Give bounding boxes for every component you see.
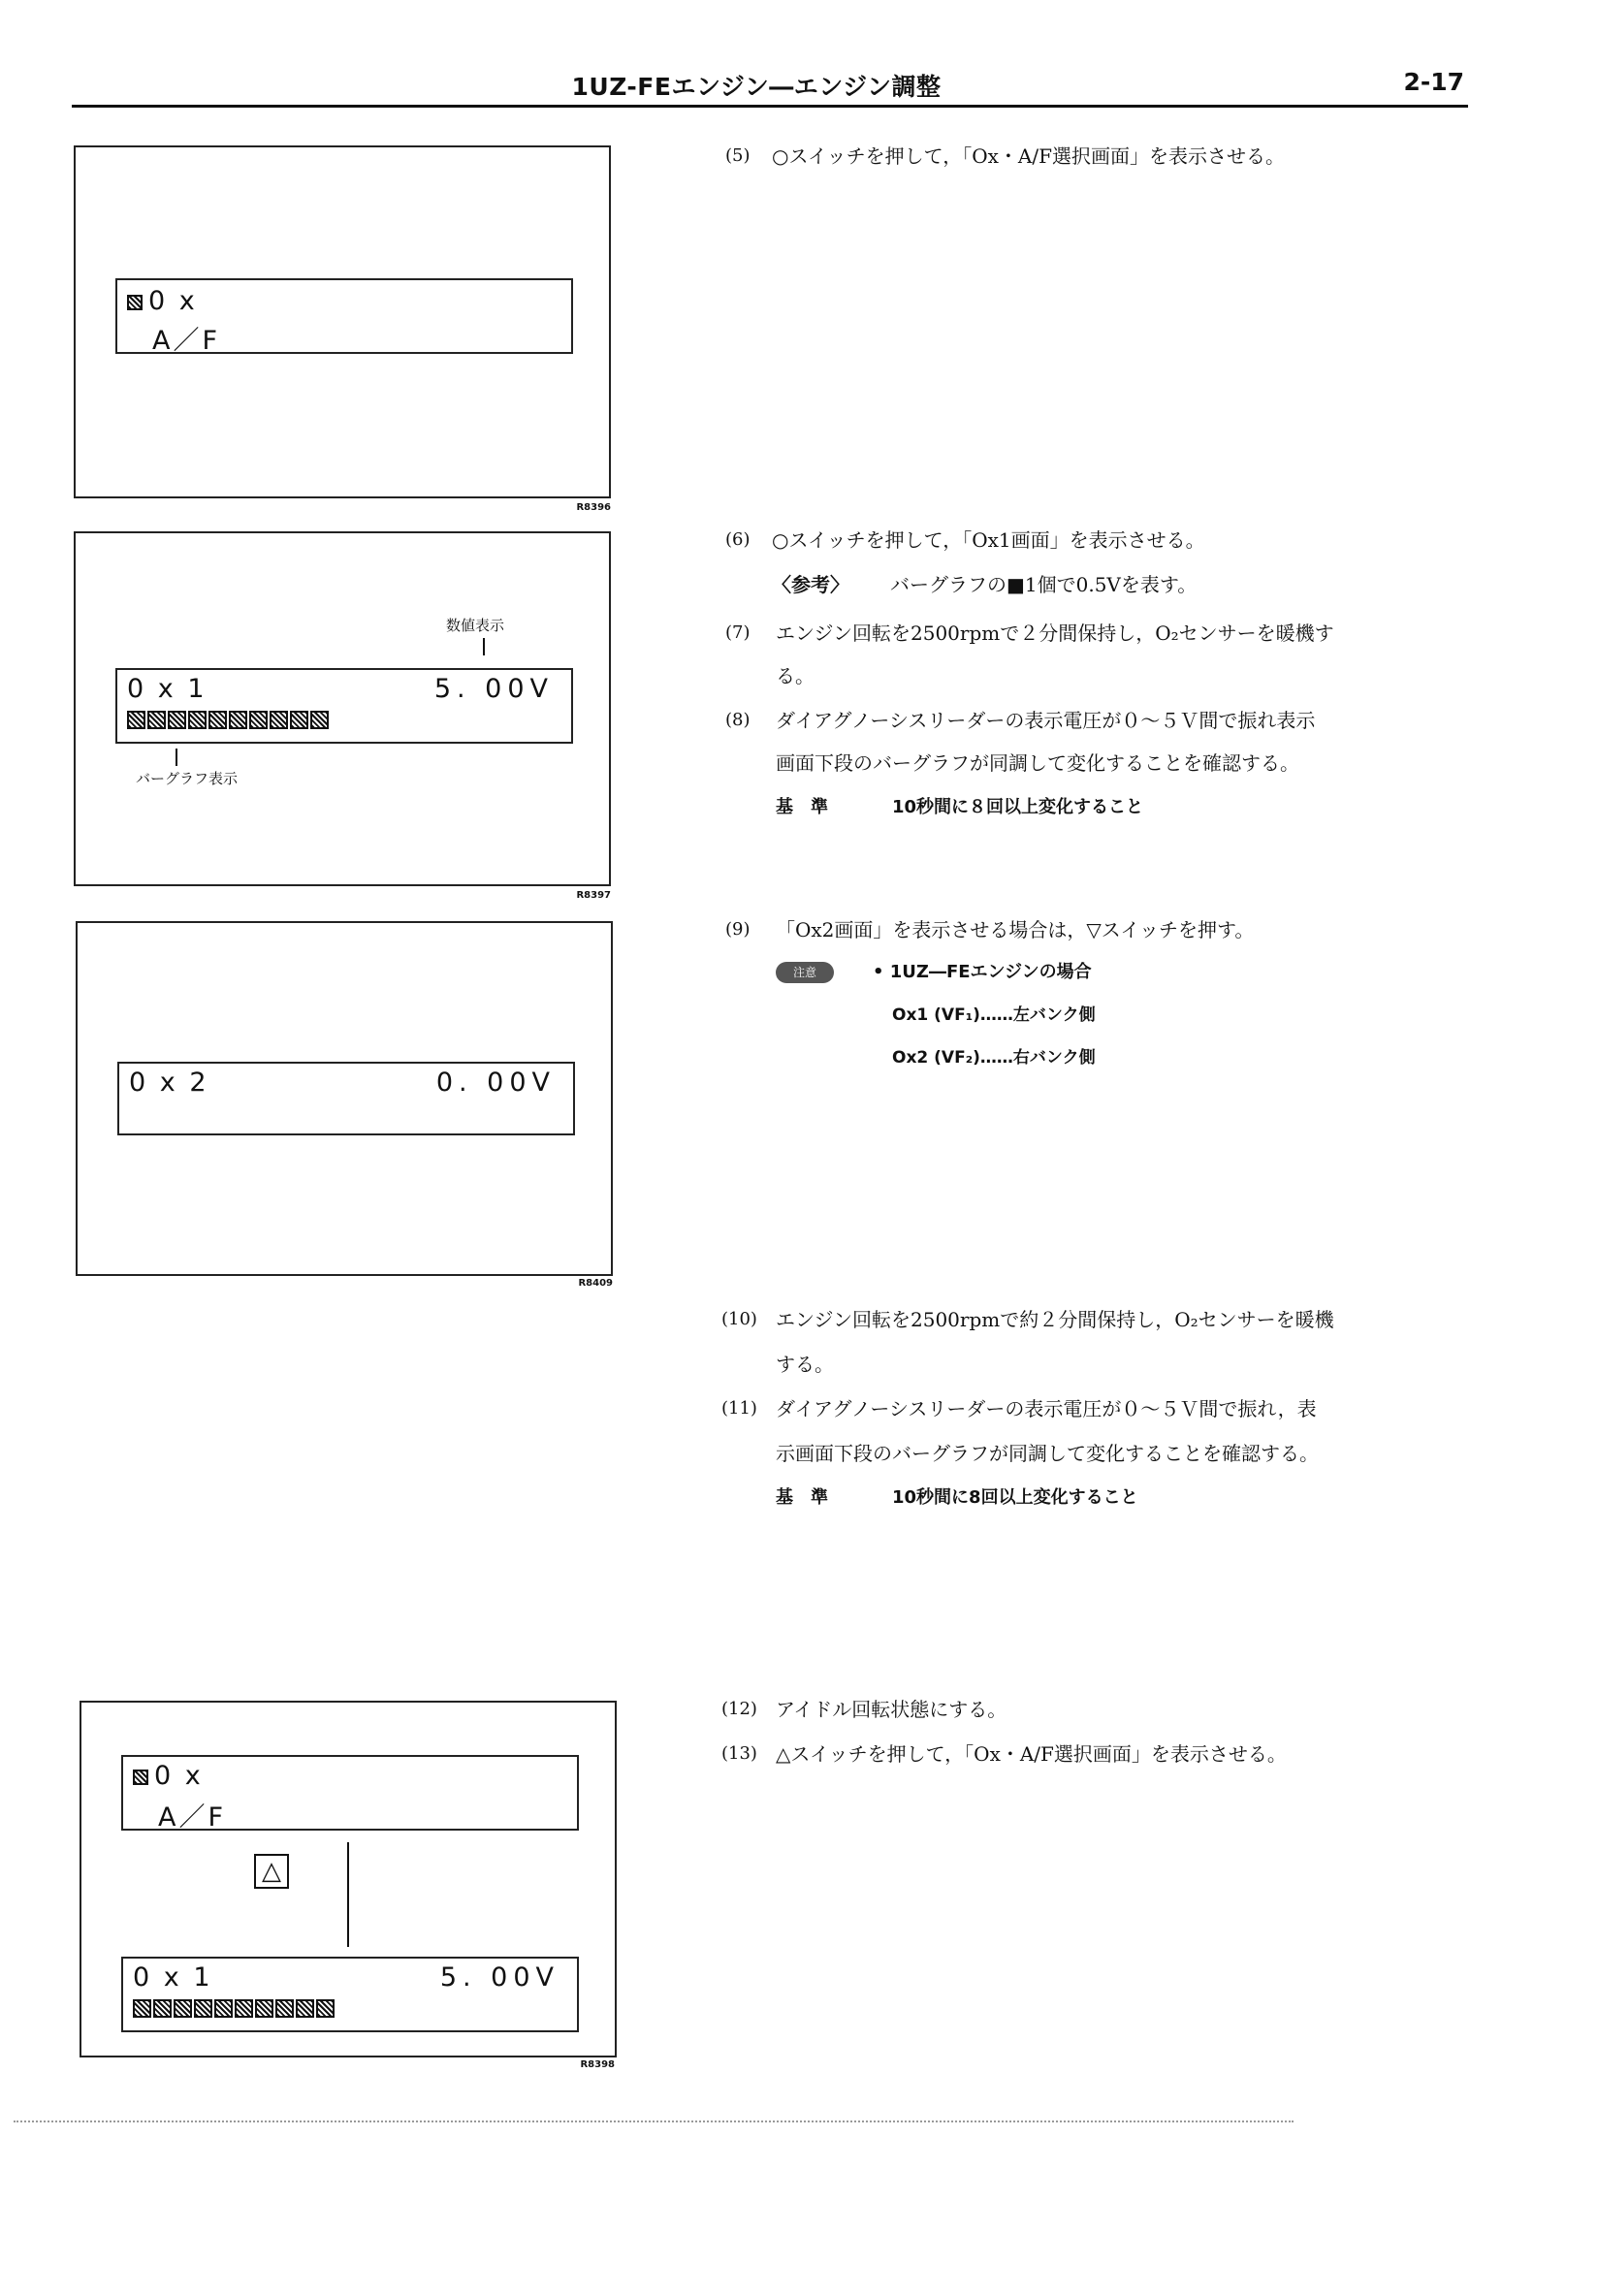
note-line-1: • 1UZ―FEエンジンの場合	[873, 962, 1092, 982]
scan-dotted-line	[14, 2121, 1294, 2122]
cursor-block-icon	[127, 295, 143, 310]
figure-id: R8398	[580, 2059, 615, 2070]
arrow-up-icon	[347, 1842, 349, 1947]
lcd-line-1: 0 x 1	[133, 1962, 213, 1993]
step-text: エンジン回転を2500rpmで約２分間保持し，O₂センサーを暖機	[776, 1308, 1334, 1331]
bargraph-segment	[188, 711, 207, 729]
bargraph-segment	[174, 1999, 192, 2018]
lcd-line-1: 0 x 1	[127, 674, 208, 704]
step-number: (13)	[721, 1743, 757, 1764]
step-text-cont: する。	[776, 1353, 834, 1376]
lcd-value: 5. 00V	[439, 1962, 559, 1993]
figure-id: R8396	[576, 502, 611, 513]
note-line-3: Ox2 (VF₂)……右バンク側	[892, 1048, 1096, 1068]
bargraph-segment	[270, 711, 288, 729]
note-line-2: Ox1 (VF₁)……左バンク側	[892, 1005, 1096, 1025]
note-badge	[776, 962, 834, 983]
bargraph-segment	[249, 711, 268, 729]
annotation-bargraph: バーグラフ表示	[136, 770, 239, 787]
lcd-value: 5. 00V	[433, 674, 554, 704]
lcd-display-bottom	[121, 1957, 579, 2032]
lcd-line-2: A／F	[152, 326, 221, 356]
arrow-up-icon	[176, 749, 177, 766]
lcd-line-1-text: 0 x	[148, 286, 198, 316]
page-number: 2-17	[1403, 68, 1464, 96]
lcd-display	[117, 1062, 575, 1135]
lcd-value: 0. 00V	[435, 1068, 556, 1098]
step-number: (9)	[725, 919, 751, 940]
bargraph	[127, 711, 329, 729]
step-text: 「Ox2画面」を表示させる場合は，▽スイッチを押す。	[776, 918, 1255, 941]
step-text: ○スイッチを押して，「Ox1画面」を表示させる。	[772, 528, 1205, 552]
step-text: ダイアグノーシスリーダーの表示電圧が０～５Ｖ間で振れ表示	[776, 709, 1316, 732]
lcd-line-1	[133, 1761, 204, 1791]
bargraph-segment	[194, 1999, 212, 2018]
criterion-text: 10秒間に8回以上変化すること	[892, 1487, 1138, 1508]
bargraph-segment	[235, 1999, 253, 2018]
bargraph-segment	[296, 1999, 314, 2018]
lcd-line-2: A／F	[158, 1802, 227, 1833]
bargraph-segment	[229, 711, 247, 729]
step-text-cont: る。	[776, 664, 815, 687]
cursor-block-icon	[133, 1770, 148, 1785]
step-text: △スイッチを押して，「Ox・A/F選択画面」を表示させる。	[776, 1742, 1287, 1766]
annotation-value-display: 数値表示	[446, 617, 505, 634]
step-number: (7)	[725, 622, 751, 643]
lcd-display-top	[121, 1755, 579, 1831]
step-text: アイドル回転状態にする。	[776, 1698, 1007, 1721]
figure-ox1-screen	[74, 531, 611, 886]
step-number: (10)	[721, 1309, 757, 1329]
bargraph-segment	[214, 1999, 233, 2018]
note-badge-label: 注意	[776, 962, 834, 983]
lcd-display	[115, 668, 573, 744]
bargraph-segment	[316, 1999, 335, 2018]
figure-id: R8409	[578, 1278, 613, 1289]
header-rule	[72, 105, 1468, 108]
bargraph-segment	[127, 711, 145, 729]
step-text-cont: 画面下段のバーグラフが同調して変化することを確認する。	[776, 751, 1299, 775]
step-number: (8)	[725, 710, 751, 730]
figure-return-to-select	[80, 1701, 617, 2057]
figure-ox-af-select	[74, 145, 611, 498]
bargraph-segment	[168, 711, 186, 729]
bargraph-segment	[310, 711, 329, 729]
bargraph-segment	[147, 711, 166, 729]
bargraph	[133, 1999, 335, 2018]
step-text-cont: 示画面下段のバーグラフが同調して変化することを確認する。	[776, 1442, 1319, 1465]
step-text: ダイアグノーシスリーダーの表示電圧が０～５Ｖ間で振れ，表	[776, 1397, 1317, 1420]
step-number: (5)	[725, 145, 751, 166]
bargraph-segment	[255, 1999, 273, 2018]
bargraph-segment	[275, 1999, 294, 2018]
step-text: ○スイッチを押して，「Ox・A/F選択画面」を表示させる。	[772, 144, 1285, 168]
step-number: (12)	[721, 1699, 757, 1719]
criterion-label: 基 準	[776, 1487, 828, 1508]
lcd-display	[115, 278, 573, 354]
criterion-text: 10秒間に８回以上変化すること	[892, 797, 1144, 817]
page-header-title: 1UZ-FEエンジン―エンジン調整	[571, 73, 942, 101]
up-switch-icon: △	[254, 1854, 289, 1889]
step-number: (6)	[725, 529, 751, 550]
reference-label: 〈参考〉	[772, 573, 849, 596]
criterion-label: 基 準	[776, 797, 828, 817]
bargraph-segment	[208, 711, 227, 729]
bargraph-segment	[290, 711, 308, 729]
figure-id: R8397	[576, 890, 611, 901]
arrow-down-icon	[483, 638, 485, 655]
reference-text: バーグラフの■1個で0.5Vを表す。	[890, 573, 1198, 596]
bargraph-segment	[153, 1999, 172, 2018]
step-number: (11)	[721, 1398, 757, 1419]
step-text: エンジン回転を2500rpmで２分間保持し，O₂センサーを暖機す	[776, 622, 1334, 645]
lcd-line-1-text: 0 x	[154, 1761, 204, 1791]
figure-ox2-screen	[76, 921, 613, 1276]
lcd-line-1: 0 x 2	[129, 1068, 209, 1098]
lcd-line-1	[127, 286, 198, 316]
bargraph-segment	[133, 1999, 151, 2018]
